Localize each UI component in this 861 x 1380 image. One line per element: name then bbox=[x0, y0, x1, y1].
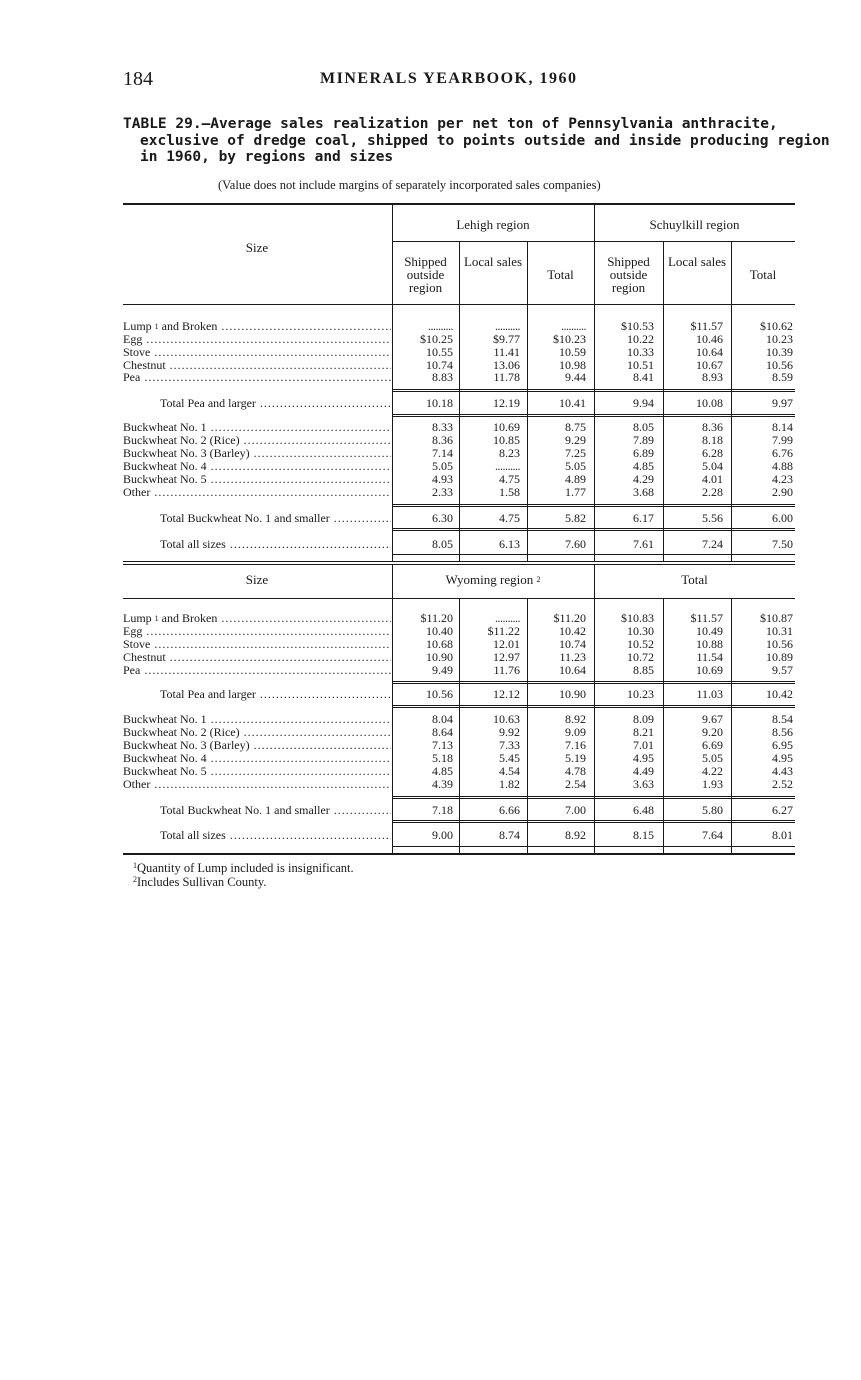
table-cell: 10.56 bbox=[766, 637, 793, 651]
table-cell: 8.15 bbox=[633, 828, 654, 842]
shipped-outside-header: Shipped outside region bbox=[404, 254, 447, 295]
table-cell: 11.54 bbox=[696, 650, 723, 664]
table-cell: 8.92 bbox=[565, 828, 586, 842]
table-cell: 8.05 bbox=[432, 537, 453, 551]
col-divider bbox=[459, 241, 460, 305]
table-cell: 5.04 bbox=[702, 459, 723, 473]
table-cell: 9.57 bbox=[772, 663, 793, 677]
local-sales-header: Local sales bbox=[667, 254, 727, 269]
table-cell: 10.18 bbox=[426, 396, 453, 410]
row-label-text: and Broken bbox=[161, 612, 218, 625]
table-cell: 8.18 bbox=[702, 433, 723, 447]
row-label-text: Egg bbox=[123, 625, 143, 638]
table-cell: 8.41 bbox=[633, 370, 654, 384]
table-cell: 10.31 bbox=[766, 624, 793, 638]
footnote-2 bbox=[133, 875, 266, 890]
table-cell: 3.63 bbox=[633, 777, 654, 791]
table-cell: 8.85 bbox=[633, 663, 654, 677]
table-cell: .......... bbox=[561, 319, 586, 333]
table-cell: 2.52 bbox=[772, 777, 793, 791]
table-cell: 10.49 bbox=[696, 624, 723, 638]
total-rule bbox=[392, 389, 795, 390]
row-label bbox=[123, 625, 391, 638]
row-label bbox=[123, 346, 391, 359]
table-cell: 10.88 bbox=[696, 637, 723, 651]
total-rule bbox=[392, 414, 795, 415]
table-cell: 10.90 bbox=[559, 687, 586, 701]
col-divider bbox=[594, 305, 595, 561]
local-sales-header: Local sales bbox=[463, 254, 523, 269]
row-label-text: Buckwheat No. 4 bbox=[123, 460, 207, 473]
table-cell: 4.85 bbox=[432, 764, 453, 778]
table-cell: 7.18 bbox=[432, 803, 453, 817]
row-label bbox=[123, 434, 391, 447]
table-cell: .......... bbox=[428, 319, 453, 333]
table-cell: 10.68 bbox=[426, 637, 453, 651]
table-cell: 8.59 bbox=[772, 370, 793, 384]
row-label-text: Chestnut bbox=[123, 651, 166, 664]
row-label bbox=[160, 397, 391, 410]
row-label bbox=[123, 333, 391, 346]
table-cell: $9.77 bbox=[493, 332, 520, 346]
row-label-text: Lump bbox=[123, 612, 152, 625]
table-cell: 10.90 bbox=[426, 650, 453, 664]
table-cell: 9.97 bbox=[772, 396, 793, 410]
total-rule bbox=[392, 681, 795, 682]
row-label-text: Lump bbox=[123, 320, 152, 333]
col-divider bbox=[731, 305, 732, 561]
table-cell: 10.51 bbox=[627, 358, 654, 372]
table-cell: .......... bbox=[495, 459, 520, 473]
row-label-text: Other bbox=[123, 486, 151, 499]
total-rule bbox=[392, 391, 795, 392]
table-cell: 5.05 bbox=[432, 459, 453, 473]
table-cell: 5.19 bbox=[565, 751, 586, 765]
col-divider bbox=[392, 305, 393, 561]
table-cell: 5.80 bbox=[702, 803, 723, 817]
footnote-mark: 2 bbox=[133, 875, 137, 884]
table-cell: 6.76 bbox=[772, 446, 793, 460]
table-cell: 12.01 bbox=[493, 637, 520, 651]
total-header: Total bbox=[547, 267, 574, 282]
row-label-text: and Broken bbox=[161, 320, 218, 333]
table-cell: 9.20 bbox=[702, 725, 723, 739]
table-cell: 8.09 bbox=[633, 712, 654, 726]
table-cell: 10.59 bbox=[559, 345, 586, 359]
row-label-text: Egg bbox=[123, 333, 143, 346]
row-label-text: Buckwheat No. 3 (Barley) bbox=[123, 739, 250, 752]
table-cell: 10.63 bbox=[493, 712, 520, 726]
table-cell: 4.49 bbox=[633, 764, 654, 778]
table-cell: 7.64 bbox=[702, 828, 723, 842]
row-label-text: Buckwheat No. 2 (Rice) bbox=[123, 726, 240, 739]
col-divider bbox=[527, 599, 528, 853]
table-cell: 6.66 bbox=[499, 803, 520, 817]
wyoming-region-header bbox=[392, 573, 594, 586]
table-note: (Value does not include margins of separately incorporated sales companies) bbox=[218, 178, 601, 192]
table-cell: 11.03 bbox=[696, 687, 723, 701]
row-label bbox=[160, 512, 391, 525]
footnote-text: Includes Sullivan County. bbox=[137, 875, 267, 889]
table-cell: 6.48 bbox=[633, 803, 654, 817]
col-divider bbox=[731, 599, 732, 853]
table-cell: 10.39 bbox=[766, 345, 793, 359]
row-label-text: Other bbox=[123, 778, 151, 791]
group-rule bbox=[392, 241, 795, 242]
row-label bbox=[123, 473, 391, 486]
table-cell: 10.98 bbox=[559, 358, 586, 372]
row-label-text: Buckwheat No. 2 (Rice) bbox=[123, 434, 240, 447]
table-cell: 9.29 bbox=[565, 433, 586, 447]
footnote-mark: 1 bbox=[154, 614, 159, 623]
table-cell: 7.16 bbox=[565, 738, 586, 752]
total-rule bbox=[392, 798, 795, 799]
total-rule bbox=[392, 554, 795, 555]
row-label bbox=[123, 726, 391, 739]
table-cell: $11.20 bbox=[553, 611, 586, 625]
table-cell: 3.68 bbox=[633, 485, 654, 499]
top-rule bbox=[123, 203, 795, 205]
row-label-text: Total Pea and larger bbox=[160, 397, 256, 410]
table-cell: 8.54 bbox=[772, 712, 793, 726]
table-cell: .......... bbox=[495, 611, 520, 625]
table-cell: 8.36 bbox=[702, 420, 723, 434]
table-cell: 10.46 bbox=[696, 332, 723, 346]
table-cell: 7.50 bbox=[772, 537, 793, 551]
row-label-text: Buckwheat No. 1 bbox=[123, 421, 207, 434]
table-cell: 6.13 bbox=[499, 537, 520, 551]
total-rule bbox=[392, 683, 795, 684]
double-rule bbox=[123, 564, 795, 565]
table-cell: 8.33 bbox=[432, 420, 453, 434]
table-cell: 5.05 bbox=[565, 459, 586, 473]
table-cell: 4.95 bbox=[633, 751, 654, 765]
row-label bbox=[123, 664, 391, 677]
col-divider bbox=[594, 599, 595, 853]
row-label bbox=[123, 778, 391, 791]
row-label bbox=[123, 320, 391, 333]
table-cell: 11.76 bbox=[493, 663, 520, 677]
row-label-text: Buckwheat No. 3 (Barley) bbox=[123, 447, 250, 460]
table-cell: 9.00 bbox=[432, 828, 453, 842]
table-cell: 7.01 bbox=[633, 738, 654, 752]
table-cell: 4.88 bbox=[772, 459, 793, 473]
table-cell: 4.23 bbox=[772, 472, 793, 486]
lehigh-region-header: Lehigh region bbox=[456, 217, 530, 232]
col-divider bbox=[527, 305, 528, 561]
footnote-text: Quantity of Lump included is insignificant. bbox=[137, 861, 354, 875]
running-head: MINERALS YEARBOOK, 1960 bbox=[320, 70, 578, 87]
table-cell: 7.24 bbox=[702, 537, 723, 551]
total-rule bbox=[392, 528, 795, 529]
table-cell: 1.77 bbox=[565, 485, 586, 499]
caption-line-2: exclusive of dredge coal, shipped to points outside and inside producing region bbox=[140, 132, 830, 149]
table-cell: 10.72 bbox=[627, 650, 654, 664]
table-caption bbox=[123, 116, 830, 166]
table-cell: 6.17 bbox=[633, 511, 654, 525]
total-rule bbox=[392, 506, 795, 507]
row-label bbox=[123, 713, 391, 726]
table-cell: 12.19 bbox=[493, 396, 520, 410]
table-cell: 11.78 bbox=[493, 370, 520, 384]
table-cell: 10.89 bbox=[766, 650, 793, 664]
table-cell: 7.25 bbox=[565, 446, 586, 460]
table-cell: 4.54 bbox=[499, 764, 520, 778]
total-rule bbox=[392, 707, 795, 708]
table-cell: 8.74 bbox=[499, 828, 520, 842]
table-cell: 10.40 bbox=[426, 624, 453, 638]
footnote-mark: 1 bbox=[133, 861, 137, 870]
size-header: Size bbox=[245, 240, 269, 255]
table-cell: 10.64 bbox=[559, 663, 586, 677]
row-label-text: Total Buckwheat No. 1 and smaller bbox=[160, 512, 330, 525]
table-cell: 8.05 bbox=[633, 420, 654, 434]
caption-line-3: in 1960, by regions and sizes bbox=[140, 149, 394, 165]
table-cell: 7.89 bbox=[633, 433, 654, 447]
row-label bbox=[160, 804, 391, 817]
table-cell: $11.57 bbox=[690, 319, 723, 333]
table-cell: 8.75 bbox=[565, 420, 586, 434]
total-rule bbox=[392, 846, 795, 847]
table-cell: 10.08 bbox=[696, 396, 723, 410]
row-label bbox=[123, 651, 391, 664]
table-cell: 13.06 bbox=[493, 358, 520, 372]
table-cell: 9.67 bbox=[702, 712, 723, 726]
footnote-mark: 1 bbox=[154, 322, 159, 331]
table-cell: 8.23 bbox=[499, 446, 520, 460]
table-cell: 10.85 bbox=[493, 433, 520, 447]
table-cell: 7.33 bbox=[499, 738, 520, 752]
table-cell: 6.27 bbox=[772, 803, 793, 817]
row-label-text: Stove bbox=[123, 638, 151, 651]
table-cell: 7.00 bbox=[565, 803, 586, 817]
size-header: Size bbox=[245, 572, 269, 587]
table-cell: 2.90 bbox=[772, 485, 793, 499]
col-divider bbox=[459, 305, 460, 561]
table-cell: 4.75 bbox=[499, 511, 520, 525]
table-cell: 6.69 bbox=[702, 738, 723, 752]
table-cell: 4.85 bbox=[633, 459, 654, 473]
row-label-text: Total all sizes bbox=[160, 538, 226, 551]
row-label bbox=[123, 612, 391, 625]
table-cell: .......... bbox=[495, 319, 520, 333]
table-cell: 8.01 bbox=[772, 828, 793, 842]
table-cell: 10.42 bbox=[766, 687, 793, 701]
table-cell: 7.99 bbox=[772, 433, 793, 447]
table-cell: 4.93 bbox=[432, 472, 453, 486]
table-cell: 9.92 bbox=[499, 725, 520, 739]
table-cell: 7.13 bbox=[432, 738, 453, 752]
table-cell: 2.33 bbox=[432, 485, 453, 499]
total-group-header: Total bbox=[681, 572, 708, 587]
table-cell: 4.75 bbox=[499, 472, 520, 486]
table-cell: 6.30 bbox=[432, 511, 453, 525]
total-rule bbox=[392, 416, 795, 417]
table-cell: $10.83 bbox=[621, 611, 654, 625]
table-cell: 8.92 bbox=[565, 712, 586, 726]
col-divider bbox=[663, 305, 664, 561]
table-cell: $10.23 bbox=[553, 332, 586, 346]
total-rule bbox=[392, 796, 795, 797]
table-cell: 10.42 bbox=[559, 624, 586, 638]
table-cell: 10.30 bbox=[627, 624, 654, 638]
table-cell: 11.23 bbox=[559, 650, 586, 664]
table-cell: $11.57 bbox=[690, 611, 723, 625]
table-cell: 8.56 bbox=[772, 725, 793, 739]
table-cell: 8.36 bbox=[432, 433, 453, 447]
table-cell: 7.14 bbox=[432, 446, 453, 460]
table-cell: $10.25 bbox=[420, 332, 453, 346]
total-rule bbox=[392, 820, 795, 821]
bottom-rule bbox=[123, 853, 795, 855]
double-rule bbox=[123, 561, 795, 562]
total-rule bbox=[392, 530, 795, 531]
table-cell: 4.01 bbox=[702, 472, 723, 486]
table-cell: 6.95 bbox=[772, 738, 793, 752]
col-divider bbox=[663, 241, 664, 305]
table-cell: 7.61 bbox=[633, 537, 654, 551]
table-cell: 6.00 bbox=[772, 511, 793, 525]
table-cell: 10.52 bbox=[627, 637, 654, 651]
row-label-text: Chestnut bbox=[123, 359, 166, 372]
table-cell: 9.49 bbox=[432, 663, 453, 677]
row-label bbox=[160, 538, 391, 551]
table-cell: 12.97 bbox=[493, 650, 520, 664]
table-cell: $10.53 bbox=[621, 319, 654, 333]
row-label bbox=[123, 447, 391, 460]
row-label-text: Total Pea and larger bbox=[160, 688, 256, 701]
row-label-text: Pea bbox=[123, 371, 141, 384]
table-cell: 5.18 bbox=[432, 751, 453, 765]
row-label bbox=[123, 460, 391, 473]
col-divider bbox=[392, 599, 393, 853]
row-label bbox=[123, 739, 391, 752]
row-label-text: Buckwheat No. 1 bbox=[123, 713, 207, 726]
table-cell: 10.64 bbox=[696, 345, 723, 359]
row-label bbox=[123, 765, 391, 778]
row-label bbox=[160, 829, 391, 842]
footnote-1 bbox=[133, 861, 354, 876]
table-cell: 11.41 bbox=[493, 345, 520, 359]
table-cell: 1.82 bbox=[499, 777, 520, 791]
table-cell: 1.93 bbox=[702, 777, 723, 791]
table-cell: 10.23 bbox=[766, 332, 793, 346]
row-label bbox=[160, 688, 391, 701]
total-header: Total bbox=[749, 267, 777, 282]
shipped-outside-header: Shipped outside region bbox=[607, 254, 650, 295]
row-label-text: Buckwheat No. 5 bbox=[123, 473, 207, 486]
table-cell: 7.60 bbox=[565, 537, 586, 551]
row-label-text: Total all sizes bbox=[160, 829, 226, 842]
table-cell: 5.82 bbox=[565, 511, 586, 525]
table-cell: 2.54 bbox=[565, 777, 586, 791]
table-cell: 8.64 bbox=[432, 725, 453, 739]
table-cell: 10.56 bbox=[426, 687, 453, 701]
col-divider bbox=[663, 599, 664, 853]
table-cell: 5.45 bbox=[499, 751, 520, 765]
table-cell: 1.58 bbox=[499, 485, 520, 499]
row-label bbox=[123, 486, 391, 499]
row-label bbox=[123, 638, 391, 651]
table-cell: 10.22 bbox=[627, 332, 654, 346]
row-label-text: Pea bbox=[123, 664, 141, 677]
schuylkill-region-header: Schuylkill region bbox=[649, 217, 740, 232]
total-rule bbox=[392, 705, 795, 706]
page-number: 184 bbox=[123, 68, 153, 90]
col-divider bbox=[459, 599, 460, 853]
table-cell: 10.33 bbox=[627, 345, 654, 359]
row-label bbox=[123, 421, 391, 434]
table-cell: 6.89 bbox=[633, 446, 654, 460]
table-cell: $11.22 bbox=[487, 624, 520, 638]
table-cell: 10.41 bbox=[559, 396, 586, 410]
table-cell: 9.09 bbox=[565, 725, 586, 739]
row-label bbox=[123, 752, 391, 765]
table-cell: 10.69 bbox=[696, 663, 723, 677]
table-cell: 5.05 bbox=[702, 751, 723, 765]
table-cell: 8.21 bbox=[633, 725, 654, 739]
table-cell: 4.89 bbox=[565, 472, 586, 486]
footnote-mark: 2 bbox=[536, 575, 541, 584]
table-cell: 10.74 bbox=[426, 358, 453, 372]
caption-line-1: TABLE 29.—Average sales realization per net ton of Pennsylvania anthracite, bbox=[123, 116, 778, 132]
table-cell: 4.29 bbox=[633, 472, 654, 486]
table-cell: 8.04 bbox=[432, 712, 453, 726]
row-label-text: Total Buckwheat No. 1 and smaller bbox=[160, 804, 330, 817]
wyoming-region-label: Wyoming region bbox=[445, 572, 534, 587]
table-cell: 4.43 bbox=[772, 764, 793, 778]
total-rule bbox=[392, 504, 795, 505]
table-cell: 10.67 bbox=[696, 358, 723, 372]
table-cell: 6.28 bbox=[702, 446, 723, 460]
table-cell: $10.87 bbox=[760, 611, 793, 625]
table-cell: 2.28 bbox=[702, 485, 723, 499]
table-cell: 4.78 bbox=[565, 764, 586, 778]
table-cell: 10.55 bbox=[426, 345, 453, 359]
table-cell: $10.62 bbox=[760, 319, 793, 333]
total-rule bbox=[392, 822, 795, 823]
table-cell: 8.83 bbox=[432, 370, 453, 384]
table-cell: 9.94 bbox=[633, 396, 654, 410]
table-cell: 10.56 bbox=[766, 358, 793, 372]
table-cell: 4.22 bbox=[702, 764, 723, 778]
table-cell: 5.56 bbox=[702, 511, 723, 525]
table-cell: 9.44 bbox=[565, 370, 586, 384]
row-label-text: Stove bbox=[123, 346, 151, 359]
table-cell: 10.74 bbox=[559, 637, 586, 651]
table-cell: $11.20 bbox=[420, 611, 453, 625]
table-cell: 4.39 bbox=[432, 777, 453, 791]
table-cell: 12.12 bbox=[493, 687, 520, 701]
table-cell: 4.95 bbox=[772, 751, 793, 765]
row-label bbox=[123, 371, 391, 384]
table-cell: 8.14 bbox=[772, 420, 793, 434]
row-label-text: Buckwheat No. 4 bbox=[123, 752, 207, 765]
table-cell: 10.23 bbox=[627, 687, 654, 701]
row-label-text: Buckwheat No. 5 bbox=[123, 765, 207, 778]
table-cell: 10.69 bbox=[493, 420, 520, 434]
table-cell: 8.93 bbox=[702, 370, 723, 384]
